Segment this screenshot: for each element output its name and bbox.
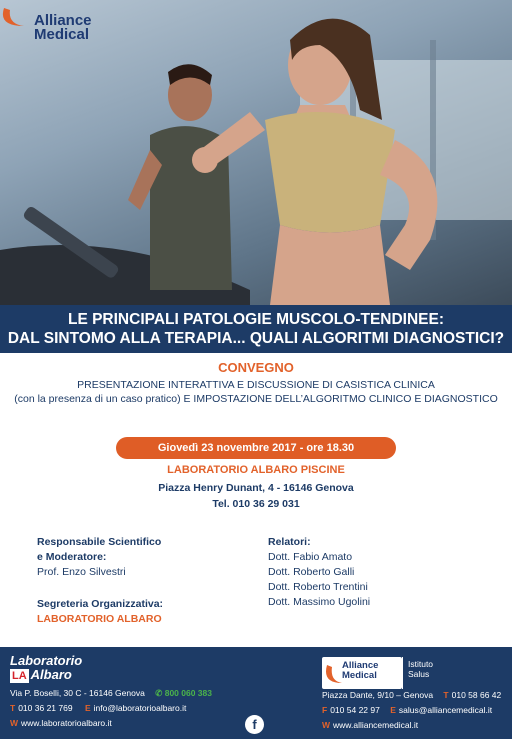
lab-name-1: Laboratorio	[10, 653, 83, 668]
event-address-block	[0, 480, 512, 512]
lab-badge: LA	[12, 670, 27, 682]
title-line1: LE PRINCIPALI PATOLOGIE MUSCOLO-TENDINEE:	[67, 311, 445, 328]
laboratorio-albaro-logo	[10, 654, 82, 683]
email-label: E	[84, 703, 91, 713]
speaker-item: Dott. Massimo Ugolini	[268, 596, 371, 608]
am-web[interactable]: www.alliancemedical.it	[333, 720, 419, 730]
speaker-item: Dott. Roberto Trentini	[268, 581, 368, 593]
lab-web-row	[10, 718, 112, 728]
web-label: W	[322, 720, 331, 730]
resp-heading-2: e Moderatore:	[37, 551, 107, 563]
tel-label: T	[443, 690, 449, 700]
am-logo-text	[342, 661, 378, 681]
istituto-salus	[408, 659, 433, 679]
event-venue: LABORATORIO ALBARO PISCINE	[167, 464, 345, 476]
am-line2: Medical	[342, 670, 377, 681]
am-contact-row	[322, 705, 492, 715]
tel-label: T	[10, 703, 16, 713]
event-tel: Tel. 010 36 29 031	[212, 498, 300, 510]
lab-name-2: Albaro	[30, 667, 72, 682]
facebook-icon[interactable]: f	[245, 715, 264, 734]
lab-address: Via P. Boselli, 30 C - 16146 Genova	[10, 688, 145, 698]
am-web-row	[322, 720, 418, 730]
lab-web[interactable]: www.laboratorioalbaro.it	[21, 718, 112, 728]
phone-icon: ✆	[155, 688, 163, 698]
event-type: CONVEGNO	[218, 360, 294, 375]
alliance-medical-footer-logo	[322, 657, 402, 689]
alliance-medical-logo-icon	[0, 0, 28, 28]
event-date: Giovedì 23 novembre 2017 - ore 18.30	[116, 437, 396, 459]
lab-address-row	[10, 688, 212, 699]
event-address: Piazza Henry Dunant, 4 - 16146 Genova	[158, 482, 354, 494]
speakers-block	[268, 535, 370, 610]
logo-line2: Medical	[34, 26, 90, 43]
am-tel: 010 58 66 42	[451, 690, 502, 700]
email-label: E	[390, 705, 396, 715]
web-label: W	[10, 718, 19, 728]
salus-line1: Istituto	[408, 659, 434, 669]
lab-contact-row	[10, 703, 186, 713]
am-fax: 010 54 22 97	[330, 705, 380, 715]
secretariat-block	[37, 597, 163, 627]
lab-tel: 010 36 21 769	[18, 703, 73, 713]
scientific-lead-block	[37, 535, 161, 580]
footer	[0, 647, 512, 739]
gym-photo-illustration	[0, 0, 512, 305]
resp-heading-1: Responsabile Scientifico	[37, 536, 162, 548]
lab-email[interactable]: info@laboratorioalbaro.it	[93, 703, 187, 713]
lab-green-number: 800 060 383	[164, 688, 212, 698]
alliance-medical-logo	[34, 14, 92, 42]
speaker-item: Dott. Roberto Galli	[268, 566, 355, 578]
resp-name: Prof. Enzo Silvestri	[37, 566, 126, 578]
event-title	[0, 305, 512, 353]
hero-image	[0, 0, 512, 305]
alliance-swoosh-icon	[324, 661, 344, 685]
am-address-row	[322, 690, 501, 700]
segr-heading: Segreteria Organizzativa:	[37, 598, 164, 610]
am-address: Piazza Dante, 9/10 – Genova	[322, 690, 434, 700]
segr-name: LABORATORIO ALBARO	[37, 613, 162, 625]
speaker-item: Dott. Fabio Amato	[268, 551, 353, 563]
am-email[interactable]: salus@alliancemedical.it	[398, 705, 493, 715]
event-description	[0, 378, 512, 406]
fax-label: F	[322, 705, 328, 715]
title-line2: DAL SINTOMO ALLA TERAPIA... QUALI ALGORITMI DIAGNOSTICI?	[7, 330, 505, 347]
logo-divider	[402, 657, 403, 689]
salus-line2: Salus	[408, 669, 430, 679]
desc-line1: PRESENTAZIONE INTERATTIVA E DISCUSSIONE DI CASISTICA CLINICA	[77, 379, 435, 391]
logo-line1: Alliance	[34, 12, 92, 29]
desc-line2: (con la presenza di un caso pratico) E IMPOSTAZIONE DELL’ALGORITMO CLINICO E DIAGNOSTICO	[14, 393, 498, 405]
relatori-heading: Relatori:	[268, 536, 311, 548]
am-line1: Alliance	[342, 660, 379, 671]
